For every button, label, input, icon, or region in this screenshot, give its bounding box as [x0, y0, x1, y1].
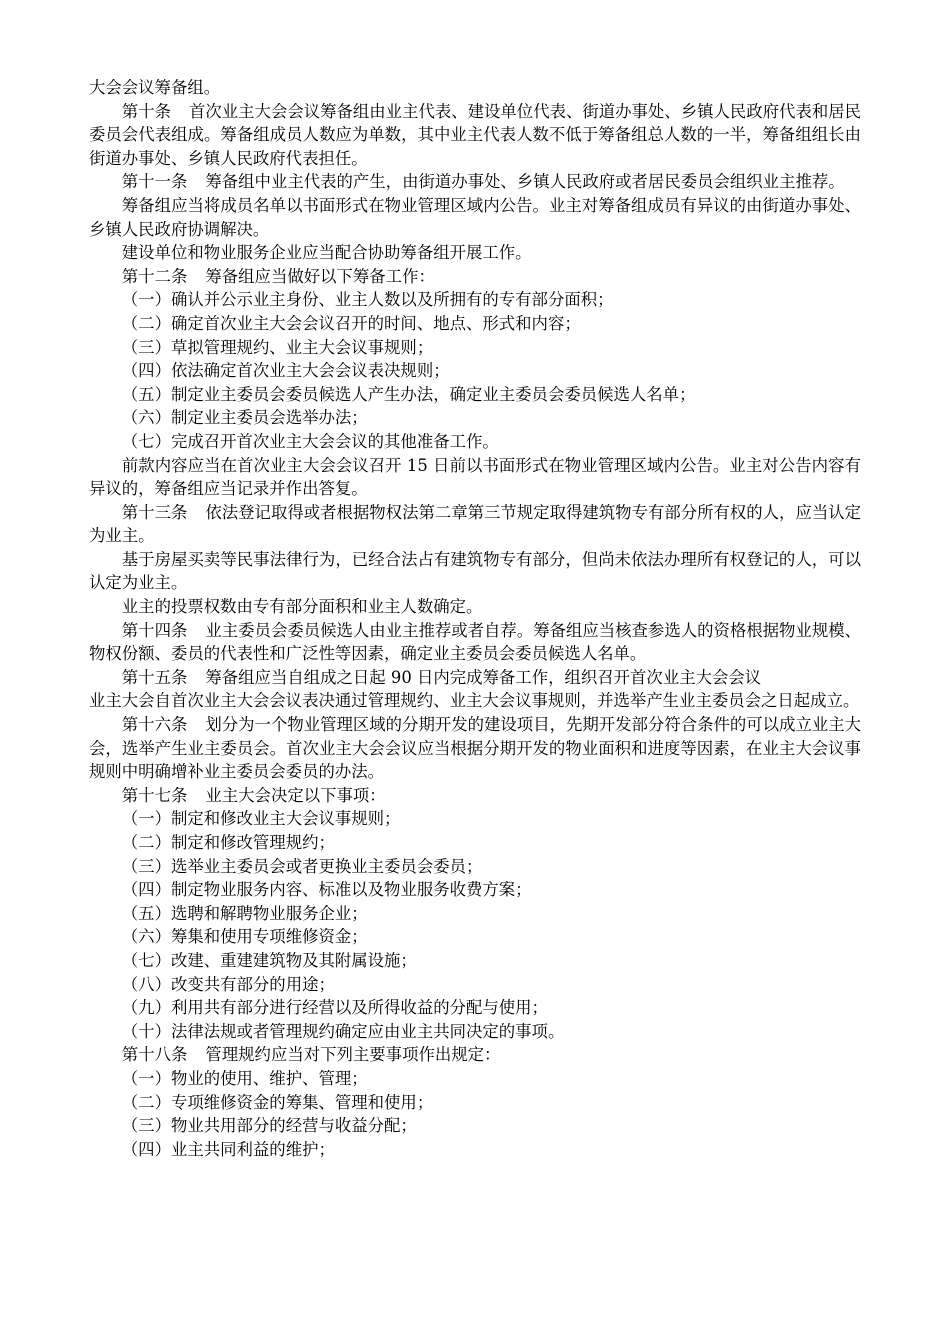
list-item: （九）利用共有部分进行经营以及所得收益的分配与使用； [121, 998, 548, 1018]
article-14 [89, 619, 861, 666]
paragraph-text: 筹备组应当将成员名单以书面形式在物业管理区域内公告。业主对筹备组成员有异议的由街道办事处、乡镇人民政府协调解决。 [89, 195, 861, 239]
article-heading: 第十三条 [121, 502, 188, 522]
article-13 [89, 501, 861, 548]
list-item: （二）制定和修改管理规约； [121, 833, 335, 852]
article-heading: 第十五条 [121, 667, 188, 687]
article-text: 依法登记取得或者根据物权法第二章第三节规定取得建筑物专有部分所有权的人，应当认定为业主。 [89, 502, 862, 546]
article-text: 业主委员会委员候选人由业主推荐或者自荐。筹备组应当核查参选人的资格根据物业规模、物权份额、委员的代表性和广泛性等因素，确定业主委员会委员候选人名单。 [89, 620, 862, 664]
list-item: （五）制定业主委员会委员候选人产生办法，确定业主委员会委员候选人名单； [121, 384, 696, 404]
paragraph-13 [89, 454, 861, 501]
list-item: （四）业主共同利益的维护； [121, 1139, 335, 1159]
paragraph-16 [89, 595, 861, 619]
paragraph-text: 前款内容应当在首次业主大会会议召开 15 日前以书面形式在物业管理区域内公告。业主对公告内容有异议的，筹备组应当记录并作出答复。 [89, 455, 861, 499]
paragraph-text: 大会会议筹备组。 [89, 78, 221, 97]
paragraph-text: 建设单位和物业服务企业应当配合协助筹备组开展工作。 [121, 243, 532, 263]
paragraph-text: 业主大会自首次业主大会会议表决通过管理规约、业主大会议事规则，并选举产生业主委员会之日起成立。 [89, 691, 860, 711]
article-heading: 第十八条 [121, 1045, 188, 1065]
list-item: （一）确认并公示业主身份、业主人数以及所拥有的专有部分面积； [121, 290, 614, 310]
article-17 [89, 784, 861, 808]
paragraph-4 [89, 241, 861, 265]
article-heading: 第十六条 [121, 715, 188, 735]
article-heading: 第十条 [121, 101, 171, 121]
list-item: （八）改变共有部分的用途； [121, 974, 335, 994]
list-item: （三）选举业主委员会或者更换业主委员会委员； [121, 856, 483, 876]
list-item: （四）依法确定首次业主大会会议表决规则； [121, 361, 450, 381]
article-16 [89, 713, 861, 784]
article-text: 筹备组应当做好以下筹备工作： [205, 266, 435, 286]
article-heading: 第十七条 [121, 785, 188, 805]
article-18 [89, 1043, 861, 1067]
article-10 [89, 100, 861, 171]
article-12 [89, 265, 861, 289]
article-15 [89, 666, 861, 690]
list-item: （一）物业的使用、维护、管理； [121, 1068, 368, 1088]
list-item: （二）专项维修资金的筹集、管理和使用； [121, 1092, 434, 1112]
article-text: 筹备组中业主代表的产生，由街道办事处、乡镇人民政府或者居民委员会组织业主推荐。 [205, 172, 845, 192]
list-item: （五）选聘和解聘物业服务企业； [121, 903, 368, 923]
article-text: 划分为一个物业管理区域的分期开发的建设项目，先期开发部分符合条件的可以成立业主大会，选举产生业主委员会。首次业主大会会议应当根据分期开发的物业面积和进度等因素，在业主大会议事规则中明确增补业主委员会委员的办法。 [89, 715, 862, 782]
article-text: 筹备组应当自组成之日起 90 日内完成筹备工作，组织召开首次业主大会会议 [205, 667, 762, 687]
list-item: （七）改建、重建建筑物及其附属设施； [121, 950, 417, 970]
paragraph-0 [89, 76, 861, 100]
paragraph-text: 业主的投票权数由专有部分面积和业主人数确定。 [121, 597, 483, 617]
list-item: （六）制定业主委员会选举办法； [121, 408, 368, 428]
paragraph-15 [89, 548, 861, 595]
article-text: 业主大会决定以下事项： [205, 785, 386, 805]
article-heading: 第十四条 [121, 620, 188, 640]
paragraph-text: 基于房屋买卖等民事法律行为，已经合法占有建筑物专有部分，但尚未依法办理所有权登记的人，可以认定为业主。 [89, 549, 861, 593]
list-item: （二）确定首次业主大会会议召开的时间、地点、形式和内容； [121, 313, 581, 333]
list-item: （十）法律法规或者管理规约确定应由业主共同决定的事项。 [121, 1021, 565, 1041]
list-item: （三）物业共用部分的经营与收益分配； [121, 1116, 417, 1136]
paragraph-3 [89, 194, 861, 241]
list-item: （三）草拟管理规约、业主大会议事规则； [121, 337, 434, 357]
list-item: （一）制定和修改业主大会议事规则； [121, 809, 401, 829]
document-page [89, 76, 861, 1161]
article-text: 首次业主大会会议筹备组由业主代表、建设单位代表、街道办事处、乡镇人民政府代表和居民委员会代表组成。筹备组成员人数应为单数，其中业主代表人数不低于筹备组总人数的一半，筹备组组长由街道办事处、乡镇人民政府代表担任。 [89, 101, 862, 168]
paragraph-19 [89, 689, 861, 713]
article-heading: 第十一条 [121, 172, 188, 192]
article-11 [89, 170, 861, 194]
list-item: （四）制定物业服务内容、标准以及物业服务收费方案； [121, 880, 532, 900]
article-heading: 第十二条 [121, 266, 188, 286]
list-item: （七）完成召开首次业主大会会议的其他准备工作。 [121, 431, 499, 451]
article-text: 管理规约应当对下列主要事项作出规定： [205, 1045, 501, 1065]
list-item: （六）筹集和使用专项维修资金； [121, 927, 368, 947]
